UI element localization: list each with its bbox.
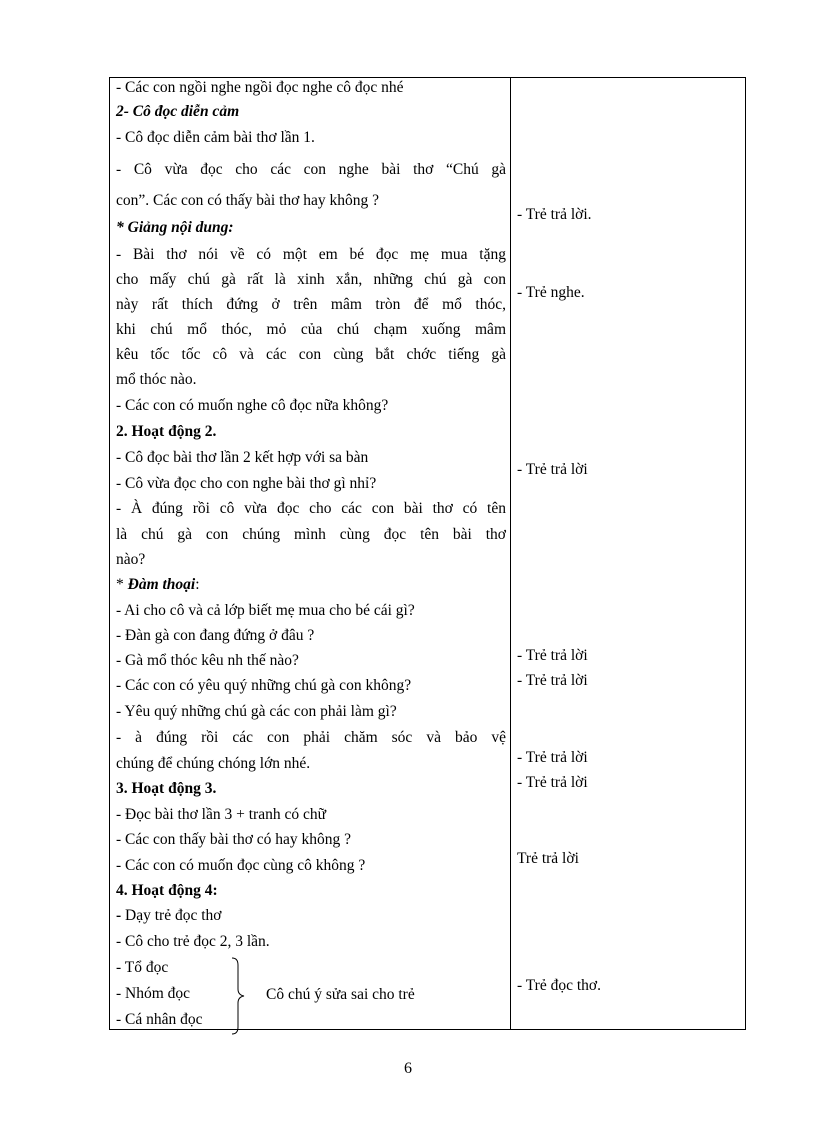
correction-note: Cô chú ý sửa sai cho trẻ bbox=[266, 986, 415, 1003]
right-response-2: - Trẻ nghe. bbox=[517, 284, 585, 301]
left-line-5: - Bài thơ nói về có một em bé đọc mẹ mua tặng bbox=[116, 246, 506, 263]
left-line-31: - Cá nhân đọc bbox=[116, 1011, 203, 1028]
left-line-20: - Các con có yêu quý những chú gà con không? bbox=[116, 677, 412, 694]
right-response-4: - Trẻ trả lời bbox=[517, 647, 588, 664]
column-divider bbox=[510, 78, 511, 1029]
left-line-17: - Ai cho cô và cả lớp biết mẹ mua cho bé cái gì? bbox=[116, 602, 415, 619]
left-line-30: - Nhóm đọc bbox=[116, 985, 191, 1002]
lesson-table bbox=[109, 77, 746, 1030]
left-line-24: - Đọc bài thơ lần 3 + tranh có chữ bbox=[116, 806, 326, 823]
left-line-14: - À đúng rồi cô vừa đọc cho các con bài thơ có tên bbox=[116, 500, 506, 517]
left-line-19: - Gà mổ thóc kêu nh thế nào? bbox=[116, 652, 299, 669]
heading-activity-4: 4. Hoạt động 4: bbox=[116, 882, 218, 899]
left-line-25: - Các con thấy bài thơ có hay không ? bbox=[116, 831, 352, 848]
right-response-3: - Trẻ trả lời bbox=[517, 461, 588, 478]
right-response-9: - Trẻ đọc thơ. bbox=[517, 977, 601, 994]
left-line-28: - Cô cho trẻ đọc 2, 3 lần. bbox=[116, 933, 270, 950]
left-line-29: - Tổ đọc bbox=[116, 959, 169, 976]
page-number: 6 bbox=[404, 1060, 412, 1077]
left-line-3: - Cô vừa đọc cho các con nghe bài thơ “Chú gà bbox=[116, 161, 506, 178]
left-line-16: nào? bbox=[116, 551, 146, 568]
left-line-7: này rất thích đứng ở trên mâm tròn để mổ thóc, bbox=[116, 296, 506, 313]
left-line-27: - Dạy trẻ đọc thơ bbox=[116, 907, 222, 924]
right-response-5: - Trẻ trả lời bbox=[517, 672, 588, 689]
left-line-18: - Đàn gà con đang đứng ở đâu ? bbox=[116, 627, 315, 644]
curly-brace-icon bbox=[231, 957, 245, 1035]
left-line-6: cho mấy chú gà rất là xinh xắn, những chú gà con bbox=[116, 271, 506, 288]
left-line-12: - Cô đọc bài thơ lần 2 kết hợp với sa bàn bbox=[116, 449, 369, 466]
left-line-21: - Yêu quý những chú gà các con phải làm gì? bbox=[116, 703, 397, 720]
heading-activity-3: 3. Hoạt động 3. bbox=[116, 780, 217, 797]
right-response-6: - Trẻ trả lời bbox=[517, 749, 588, 766]
left-line-13: - Cô vừa đọc cho con nghe bài thơ gì nhỉ? bbox=[116, 475, 377, 492]
left-line-22: - à đúng rồi các con phải chăm sóc và bảo vệ bbox=[116, 729, 506, 746]
left-line-10: mổ thóc nào. bbox=[116, 371, 197, 388]
left-line-11: - Các con có muốn nghe cô đọc nữa không? bbox=[116, 397, 389, 414]
left-line-8: khi chú mổ thóc, mỏ của chú chạm xuống mâm bbox=[116, 321, 506, 338]
left-line-23: chúng để chúng chóng lớn nhé. bbox=[116, 755, 311, 772]
left-line-9: kêu tốc tốc cô và các con cùng bắt chớc tiếng gà bbox=[116, 346, 506, 363]
heading-dialogue: * Đàm thoại: bbox=[116, 576, 200, 593]
heading-content: * Giảng nội dung: bbox=[116, 219, 234, 236]
right-response-1: - Trẻ trả lời. bbox=[517, 206, 592, 223]
left-line-4: con”. Các con có thấy bài thơ hay không ? bbox=[116, 192, 380, 209]
left-line-1: - Các con ngồi nghe ngồi đọc nghe cô đọc nhé bbox=[116, 79, 404, 96]
heading-read-expressively: 2- Cô đọc diễn cảm bbox=[116, 103, 240, 120]
left-line-15: là chú gà con chúng mình cùng đọc tên bài thơ bbox=[116, 526, 506, 543]
heading-activity-2: 2. Hoạt động 2. bbox=[116, 423, 217, 440]
right-response-7: - Trẻ trả lời bbox=[517, 774, 588, 791]
left-line-2: - Cô đọc diễn cảm bài thơ lần 1. bbox=[116, 129, 315, 146]
left-line-26: - Các con có muốn đọc cùng cô không ? bbox=[116, 857, 366, 874]
right-response-8: Trẻ trả lời bbox=[517, 850, 579, 867]
